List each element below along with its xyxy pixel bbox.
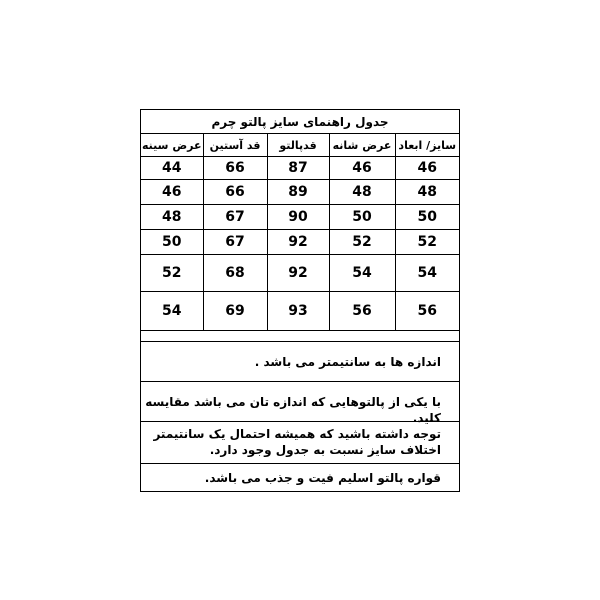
cell-length: 92: [267, 255, 329, 292]
header-size: سایز/ ابعاد: [395, 134, 459, 157]
cell-shoulder: 52: [329, 230, 395, 255]
note-compare: [141, 381, 459, 425]
header-coat-length: قدپالتو: [267, 134, 329, 157]
table-title: جدول راهنمای سایز پالتو چرم: [141, 110, 459, 134]
note-tolerance-line-2: اختلاف سایز نسبت به جدول وجود دارد.: [209, 443, 441, 457]
size-grid: [141, 134, 459, 331]
cell-chest: 54: [141, 292, 203, 331]
cell-chest: 52: [141, 255, 203, 292]
table-row: [141, 205, 459, 230]
cell-length: 93: [267, 292, 329, 331]
note-tolerance-line-1: توجه داشته باشید که همیشه احتمال یک سانتیمتر: [153, 427, 441, 441]
cell-size: 56: [395, 292, 459, 331]
note-fit-text: قواره پالتو اسلیم فیت و جذب می باشد.: [204, 471, 441, 485]
cell-length: 92: [267, 230, 329, 255]
note-units-text: اندازه ها به سانتیمتر می باشد .: [254, 355, 441, 369]
cell-sleeve: 69: [203, 292, 267, 331]
cell-shoulder: 50: [329, 205, 395, 230]
note-tolerance: [141, 421, 459, 463]
table-row: [141, 292, 459, 331]
cell-length: 90: [267, 205, 329, 230]
cell-size: 54: [395, 255, 459, 292]
cell-shoulder: 54: [329, 255, 395, 292]
header-shoulder-width: عرض شانه: [329, 134, 395, 157]
cell-shoulder: 48: [329, 180, 395, 205]
cell-shoulder: 56: [329, 292, 395, 331]
cell-sleeve: 66: [203, 157, 267, 180]
cell-size: 52: [395, 230, 459, 255]
table-row: [141, 230, 459, 255]
cell-shoulder: 46: [329, 157, 395, 180]
header-row: [141, 134, 459, 157]
cell-chest: 50: [141, 230, 203, 255]
header-chest-width: عرض سینه: [141, 134, 203, 157]
cell-size: 46: [395, 157, 459, 180]
cell-sleeve: 67: [203, 205, 267, 230]
cell-chest: 46: [141, 180, 203, 205]
cell-length: 87: [267, 157, 329, 180]
cell-size: 50: [395, 205, 459, 230]
header-sleeve-length: قد آستین: [203, 134, 267, 157]
cell-chest: 48: [141, 205, 203, 230]
cell-sleeve: 68: [203, 255, 267, 292]
table-row: [141, 255, 459, 292]
cell-chest: 44: [141, 157, 203, 180]
note-compare-text: با یکی از پالتوهایی که اندازه تان می باشد مقایسه کلید.: [145, 395, 441, 425]
cell-size: 48: [395, 180, 459, 205]
size-guide-table: [140, 109, 460, 492]
cell-sleeve: 66: [203, 180, 267, 205]
table-row: [141, 180, 459, 205]
cell-sleeve: 67: [203, 230, 267, 255]
cell-length: 89: [267, 180, 329, 205]
note-units: [141, 341, 459, 381]
table-row: [141, 157, 459, 180]
note-fit: [141, 463, 459, 492]
